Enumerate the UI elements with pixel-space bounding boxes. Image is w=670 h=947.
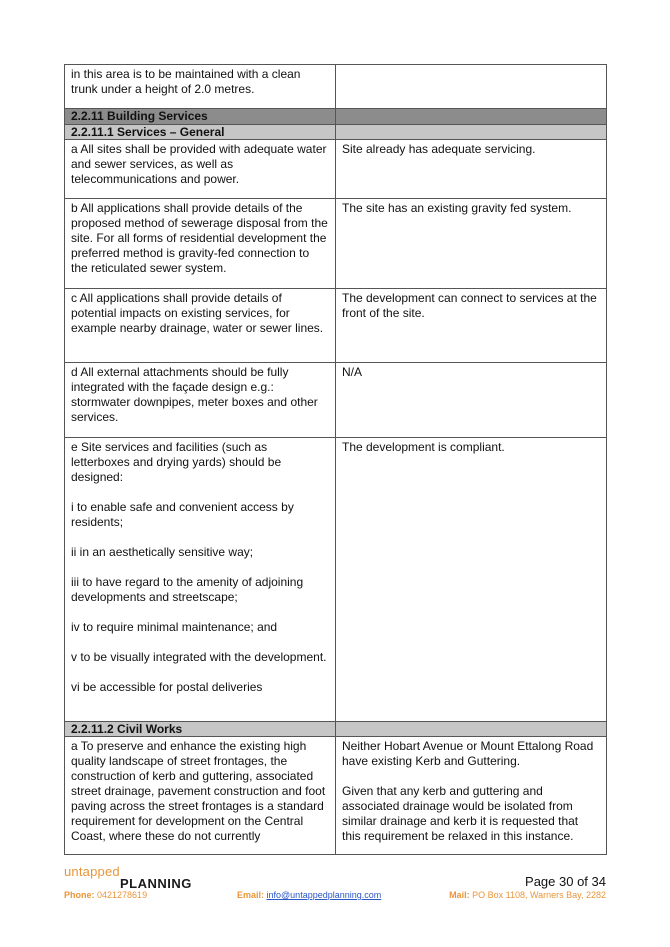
requirement-cell xyxy=(65,737,336,855)
assessment-table xyxy=(64,64,607,855)
requirement-cell xyxy=(65,289,336,363)
section-title: 2.2.11.1 Services – General xyxy=(71,125,225,139)
requirement-cell xyxy=(65,125,336,140)
response-text: The development is compliant. xyxy=(342,440,505,454)
requirement-cell xyxy=(65,140,336,199)
requirement-text: ii in an aesthetically sensitive way; xyxy=(71,545,254,559)
section-header-row xyxy=(65,125,607,140)
requirement-text: a To preserve and enhance the existing high quality landscape of street frontages, the construction of kerb and guttering, associated street drainage, pavement construction and foot paving across the street frontages is a standard requirement for development on the Central Coast, where these do not currently xyxy=(71,739,326,843)
requirement-text: c All applications shall provide details of potential impacts on existing services, for example nearby drainage, water or sewer lines. xyxy=(71,291,324,335)
requirement-text: v to be visually integrated with the development. xyxy=(71,650,327,664)
email-link[interactable]: info@untappedplanning.com xyxy=(266,890,382,900)
requirement-cell xyxy=(65,438,336,722)
table-row xyxy=(65,65,607,109)
requirement-text: d All external attachments should be fully integrated with the façade design e.g.: stormwater downpipes, meter boxes and other services. xyxy=(71,365,318,424)
requirement-text: vi be accessible for postal deliveries xyxy=(71,680,263,694)
table-row xyxy=(65,199,607,289)
phone-label: Phone: xyxy=(64,890,95,900)
response-text: The development can connect to services at the front of the site. xyxy=(342,291,597,320)
table-row xyxy=(65,140,607,199)
requirement-text: in this area is to be maintained with a clean trunk under a height of 2.0 metres. xyxy=(71,67,301,96)
footer-mail xyxy=(449,890,606,900)
section-header-row xyxy=(65,109,607,125)
response-cell xyxy=(336,737,607,855)
page-number: Page 30 of 34 xyxy=(525,874,606,889)
response-cell xyxy=(336,125,607,140)
response-cell xyxy=(336,65,607,109)
response-text: Neither Hobart Avenue or Mount Ettalong Road have existing Kerb and Guttering. xyxy=(342,739,594,768)
response-cell xyxy=(336,289,607,363)
requirement-text: i to enable safe and convenient access by residents; xyxy=(71,500,294,529)
response-text: N/A xyxy=(342,365,363,379)
footer-email xyxy=(237,890,381,900)
response-text: Site already has adequate servicing. xyxy=(342,142,536,156)
requirement-cell xyxy=(65,65,336,109)
phone-value: 0421278619 xyxy=(97,890,148,900)
section-title: 2.2.11.2 Civil Works xyxy=(71,722,183,736)
response-cell xyxy=(336,199,607,289)
mail-label: Mail: xyxy=(449,890,470,900)
page-footer xyxy=(0,860,670,947)
section-header-row xyxy=(65,722,607,737)
email-label: Email: xyxy=(237,890,265,900)
table-row xyxy=(65,438,607,722)
response-cell xyxy=(336,109,607,125)
response-text: Given that any kerb and guttering and associated drainage would be isolated from similar drainage and kerb it is requested that this requirement be relaxed in this instance. xyxy=(342,784,579,843)
response-cell xyxy=(336,438,607,722)
requirement-text: a All sites shall be provided with adequate water and sewer services, as well as telecommunications and power. xyxy=(71,142,327,186)
response-cell xyxy=(336,722,607,737)
requirement-text: e Site services and facilities (such as letterboxes and drying yards) should be designed: xyxy=(71,440,282,484)
table-row xyxy=(65,737,607,855)
response-text: The site has an existing gravity fed system. xyxy=(342,201,572,215)
requirement-text: b All applications shall provide details of the proposed method of sewerage disposal from the site. For all forms of residential development the preferred method is gravity-fed connection to the reticulated sewer system. xyxy=(71,201,328,275)
requirement-cell xyxy=(65,199,336,289)
mail-value: PO Box 1108, Warners Bay, 2282 xyxy=(472,890,606,900)
requirement-cell xyxy=(65,722,336,737)
table-row xyxy=(65,289,607,363)
requirement-cell xyxy=(65,109,336,125)
logo-top-text: untapped xyxy=(64,864,120,879)
logo-bottom-text: PLANNING xyxy=(120,876,192,891)
requirement-cell xyxy=(65,363,336,438)
table-row xyxy=(65,363,607,438)
requirement-text: iii to have regard to the amenity of adjoining developments and streetscape; xyxy=(71,575,304,604)
requirement-text: iv to require minimal maintenance; and xyxy=(71,620,278,634)
response-cell xyxy=(336,140,607,199)
footer-phone xyxy=(64,890,147,900)
response-cell xyxy=(336,363,607,438)
section-title: 2.2.11 Building Services xyxy=(71,109,208,123)
